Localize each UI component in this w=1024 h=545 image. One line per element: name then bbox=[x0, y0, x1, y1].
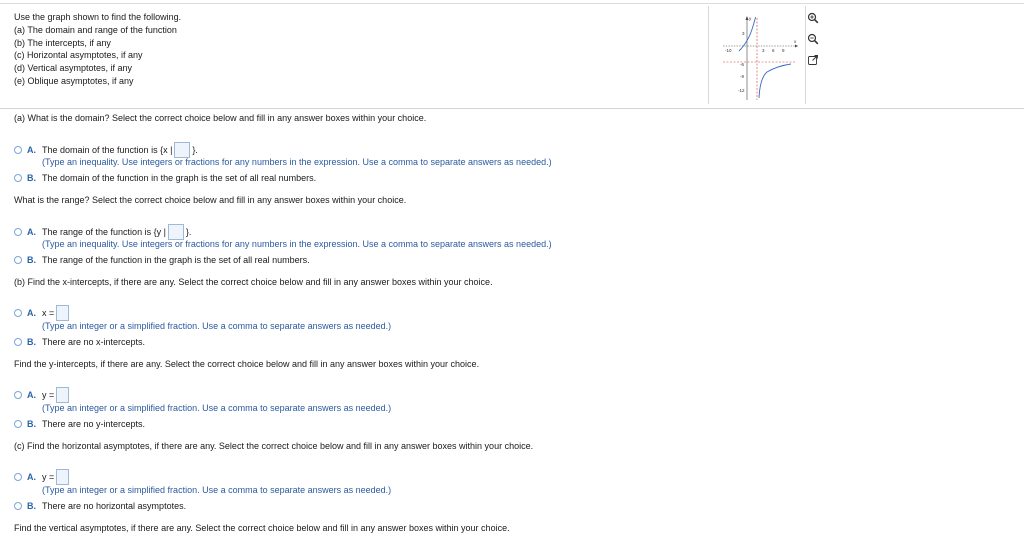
tick-label: 3 bbox=[762, 48, 765, 53]
question-x-intercepts: (b) Find the x-intercepts, if there are any. Select the correct choice below and fill in any answer boxes within your choice. bbox=[14, 277, 493, 287]
question-domain: (a) What is the domain? Select the correct choice below and fill in any answer boxes within your choice. bbox=[14, 113, 427, 123]
choice-y-intercept-a[interactable] bbox=[14, 387, 71, 403]
choice-letter: B. bbox=[27, 173, 36, 183]
tick-label: -10 bbox=[725, 48, 732, 53]
choice-letter: B. bbox=[27, 501, 36, 511]
choice-x-intercept-b[interactable] bbox=[14, 337, 145, 347]
radio-button[interactable] bbox=[14, 420, 22, 428]
prompt-line: (a) The domain and range of the function bbox=[14, 24, 177, 35]
choice-domain-a[interactable] bbox=[14, 142, 198, 158]
choice-domain-b[interactable] bbox=[14, 173, 316, 183]
answer-hint: (Type an integer or a simplified fraction. Use a comma to separate answers as needed.) bbox=[42, 485, 392, 495]
choice-text: y = bbox=[42, 472, 55, 482]
prompt-line: (c) Horizontal asymptotes, if any bbox=[14, 50, 143, 61]
zoom-out-icon[interactable] bbox=[806, 32, 819, 45]
choice-text: }. bbox=[192, 145, 198, 155]
question-range: What is the range? Select the correct choice below and fill in any answer boxes within your choice. bbox=[14, 195, 407, 205]
choice-text: There are no horizontal asymptotes. bbox=[42, 501, 187, 511]
zoom-in-icon[interactable] bbox=[806, 11, 819, 24]
question-horizontal-asymptotes: (c) Find the horizontal asymptotes, if there are any. Select the correct choice below and fill in any answer boxes within your choice. bbox=[14, 441, 534, 451]
choice-range-b[interactable] bbox=[14, 255, 310, 265]
radio-button[interactable] bbox=[14, 502, 22, 510]
range-answer-input[interactable] bbox=[168, 224, 184, 240]
radio-button[interactable] bbox=[14, 473, 22, 481]
graph-svg bbox=[709, 6, 805, 104]
answer-hint: (Type an inequality. Use integers or fractions for any numbers in the expression. Use a comma to separate answers as needed.) bbox=[42, 239, 552, 249]
choice-horizontal-asymptote-a[interactable] bbox=[14, 469, 71, 485]
choice-range-a[interactable] bbox=[14, 224, 191, 240]
tick-label: -6 bbox=[740, 62, 745, 67]
domain-answer-input[interactable] bbox=[174, 142, 190, 158]
choice-text: y = bbox=[42, 390, 55, 400]
choice-horizontal-asymptote-b[interactable] bbox=[14, 501, 186, 511]
choice-letter: A. bbox=[27, 472, 36, 482]
radio-button[interactable] bbox=[14, 338, 22, 346]
radio-button[interactable] bbox=[14, 174, 22, 182]
radio-button[interactable] bbox=[14, 146, 22, 154]
choice-x-intercept-a[interactable] bbox=[14, 305, 71, 321]
section-divider bbox=[0, 108, 1024, 109]
choice-y-intercept-b[interactable] bbox=[14, 419, 145, 429]
tick-label: 6 bbox=[772, 48, 775, 53]
question-prompt bbox=[14, 11, 181, 88]
x-intercept-answer-input[interactable] bbox=[56, 305, 69, 321]
tick-label: 9 bbox=[782, 48, 785, 53]
choice-letter: A. bbox=[27, 227, 36, 237]
choice-text: The range of the function is {y | bbox=[42, 227, 166, 237]
answer-hint: (Type an integer or a simplified fraction. Use a comma to separate answers as needed.) bbox=[42, 403, 392, 413]
choice-letter: A. bbox=[27, 308, 36, 318]
prompt-line: (d) Vertical asymptotes, if any bbox=[14, 63, 133, 74]
tick-label: -9 bbox=[740, 74, 745, 79]
choice-text: }. bbox=[185, 227, 192, 237]
radio-button[interactable] bbox=[14, 256, 22, 264]
prompt-line: (e) Oblique asymptotes, if any bbox=[14, 75, 134, 86]
radio-button[interactable] bbox=[14, 391, 22, 399]
choice-letter: B. bbox=[27, 419, 36, 429]
radio-button[interactable] bbox=[14, 309, 22, 317]
choice-text: x = bbox=[42, 308, 55, 318]
answer-hint: (Type an integer or a simplified fraction. Use a comma to separate answers as needed.) bbox=[42, 321, 392, 331]
radio-button[interactable] bbox=[14, 228, 22, 236]
choice-text: There are no x-intercepts. bbox=[42, 337, 146, 347]
question-vertical-asymptotes: Find the vertical asymptotes, if there are any. Select the correct choice below and fill in any answer boxes within your choice. bbox=[14, 523, 510, 533]
x-axis-label: x bbox=[794, 39, 797, 44]
open-in-new-window-icon[interactable] bbox=[806, 53, 819, 66]
choice-letter: A. bbox=[27, 145, 36, 155]
choice-text: The range of the function in the graph is the set of all real numbers. bbox=[42, 255, 310, 265]
y-intercept-answer-input[interactable] bbox=[56, 387, 69, 403]
choice-letter: B. bbox=[27, 337, 36, 347]
tick-label: 3 bbox=[742, 31, 745, 36]
prompt-line: Use the graph shown to find the following. bbox=[14, 12, 182, 22]
question-y-intercepts: Find the y-intercepts, if there are any. Select the correct choice below and fill in any answer boxes within your choice. bbox=[14, 359, 480, 369]
choice-letter: B. bbox=[27, 255, 36, 265]
choice-text: The domain of the function is {x | bbox=[42, 145, 173, 155]
choice-text: The domain of the function in the graph is the set of all real numbers. bbox=[42, 173, 317, 183]
x-axis-arrow-icon bbox=[795, 45, 798, 48]
top-divider bbox=[0, 3, 1024, 4]
answer-hint: (Type an inequality. Use integers or fractions for any numbers in the expression. Use a comma to separate answers as needed.) bbox=[42, 157, 552, 167]
tick-label: -12 bbox=[738, 88, 745, 93]
prompt-line: (b) The intercepts, if any bbox=[14, 37, 111, 48]
choice-letter: A. bbox=[27, 390, 36, 400]
y-axis-label: y bbox=[749, 16, 752, 21]
right-branch-curve bbox=[759, 64, 791, 98]
graph-thumbnail[interactable] bbox=[708, 6, 806, 104]
choice-text: There are no y-intercepts. bbox=[42, 419, 146, 429]
horizontal-asymptote-answer-input[interactable] bbox=[56, 469, 69, 485]
